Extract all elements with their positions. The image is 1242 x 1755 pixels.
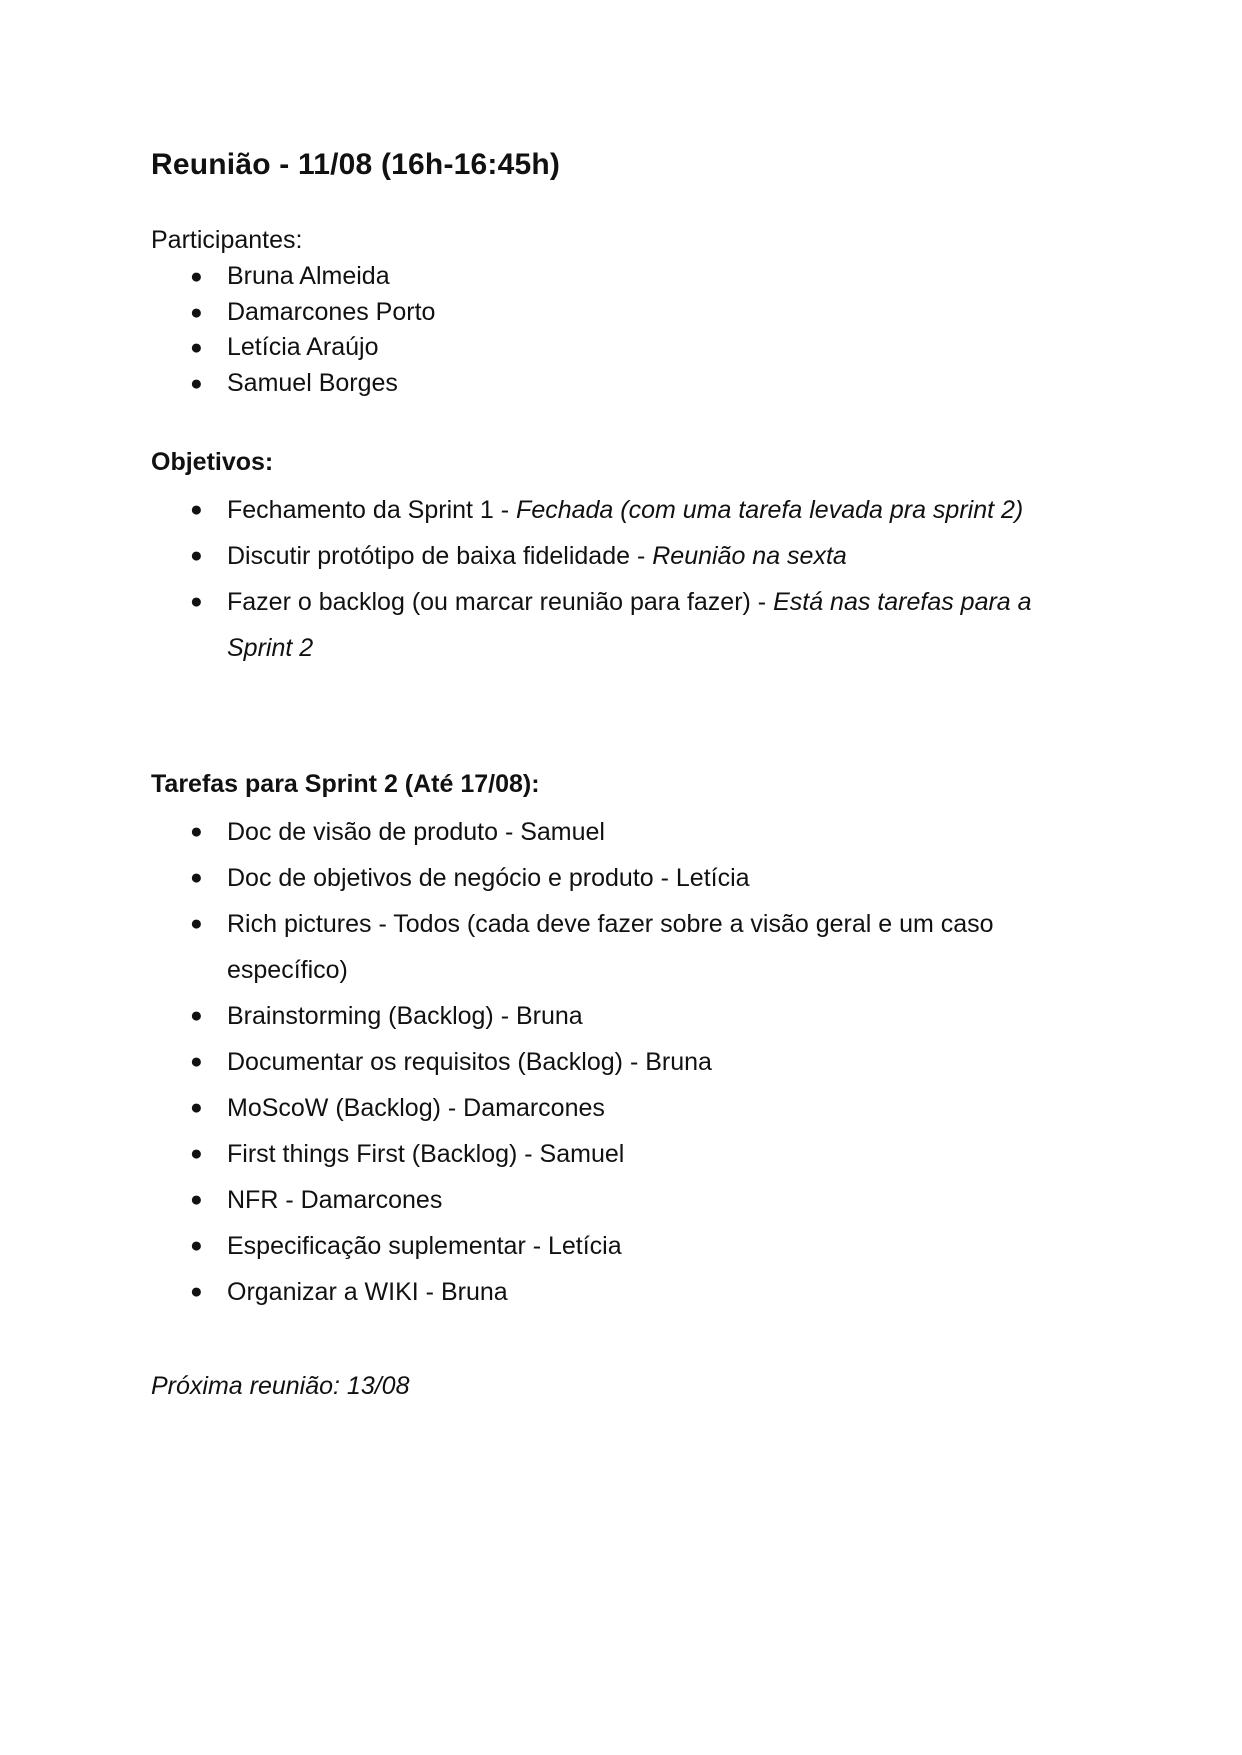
- task-text: Documentar os requisitos (Backlog) - Bruna: [227, 1048, 712, 1076]
- task-text: Rich pictures - Todos (cada deve fazer sobre a visão geral e um caso específico): [227, 910, 994, 984]
- bullet-icon: ●: [190, 1096, 203, 1119]
- list-item: [0, 533, 1242, 579]
- list-item: [0, 330, 1242, 366]
- task-text: First things First (Backlog) - Samuel: [227, 1140, 625, 1168]
- participant-name: Letícia Araújo: [227, 333, 379, 361]
- bullet-icon: ●: [190, 371, 203, 395]
- task-text: NFR - Damarcones: [227, 1186, 443, 1214]
- objective-text: Fechamento da Sprint 1 -: [227, 496, 517, 524]
- objective-status: Fechada (com uma tarefa levada pra sprint 2): [516, 496, 1024, 524]
- list-item: [0, 1085, 1242, 1131]
- bullet-icon: ●: [190, 544, 203, 567]
- page-title: Reunião - 11/08 (16h-16:45h): [151, 148, 561, 181]
- list-item: [0, 579, 1242, 671]
- bullet-icon: ●: [190, 498, 203, 521]
- bullet-icon: ●: [190, 1234, 203, 1257]
- bullet-icon: ●: [190, 1142, 203, 1165]
- task-text: Doc de visão de produto - Samuel: [227, 818, 605, 846]
- list-item: [0, 855, 1242, 901]
- objective-text: Fazer o backlog (ou marcar reunião para fazer) -: [227, 588, 774, 616]
- tasks-list: [0, 809, 1242, 1315]
- list-item: [0, 1223, 1242, 1269]
- list-item: [0, 1269, 1242, 1315]
- list-item: [0, 1177, 1242, 1223]
- tasks-heading: Tarefas para Sprint 2 (Até 17/08):: [151, 770, 540, 798]
- task-text: Brainstorming (Backlog) - Bruna: [227, 1002, 583, 1030]
- objectives-heading: Objetivos:: [151, 448, 274, 476]
- bullet-icon: ●: [190, 1050, 203, 1073]
- participant-name: Bruna Almeida: [227, 262, 390, 290]
- objective-status: Reunião na sexta: [652, 542, 847, 570]
- participants-label: Participantes:: [151, 226, 303, 254]
- objectives-list: [0, 487, 1242, 671]
- task-text: Especificação suplementar - Letícia: [227, 1232, 622, 1260]
- bullet-icon: ●: [190, 265, 203, 288]
- list-item: [0, 993, 1242, 1039]
- participant-name: Samuel Borges: [227, 368, 398, 397]
- objective-text: Discutir protótipo de baixa fidelidade -: [227, 542, 653, 570]
- bullet-icon: ●: [190, 912, 203, 935]
- participants-list: [0, 259, 1242, 401]
- task-text: Organizar a WIKI - Bruna: [227, 1278, 508, 1306]
- list-item: [0, 809, 1242, 855]
- next-meeting-note: Próxima reunião: 13/08: [151, 1372, 410, 1400]
- bullet-icon: ●: [190, 1004, 203, 1027]
- task-text: Doc de objetivos de negócio e produto - Letícia: [227, 864, 750, 892]
- participant-name: Damarcones Porto: [227, 297, 436, 326]
- list-item: [0, 901, 1242, 993]
- bullet-icon: ●: [190, 820, 203, 843]
- list-item: [0, 1039, 1242, 1085]
- task-text: MoScoW (Backlog) - Damarcones: [227, 1094, 605, 1122]
- bullet-icon: ●: [190, 866, 203, 889]
- bullet-icon: ●: [190, 300, 203, 324]
- list-item: [0, 366, 1242, 402]
- list-item: [0, 487, 1242, 533]
- bullet-icon: ●: [190, 1188, 203, 1211]
- list-item: [0, 295, 1242, 331]
- bullet-icon: ●: [190, 590, 203, 613]
- list-item: [0, 1131, 1242, 1177]
- bullet-icon: ●: [190, 1280, 203, 1303]
- bullet-icon: ●: [190, 336, 203, 359]
- objective-status: Está nas tarefas para a Sprint 2: [227, 588, 1032, 662]
- list-item: [0, 259, 1242, 295]
